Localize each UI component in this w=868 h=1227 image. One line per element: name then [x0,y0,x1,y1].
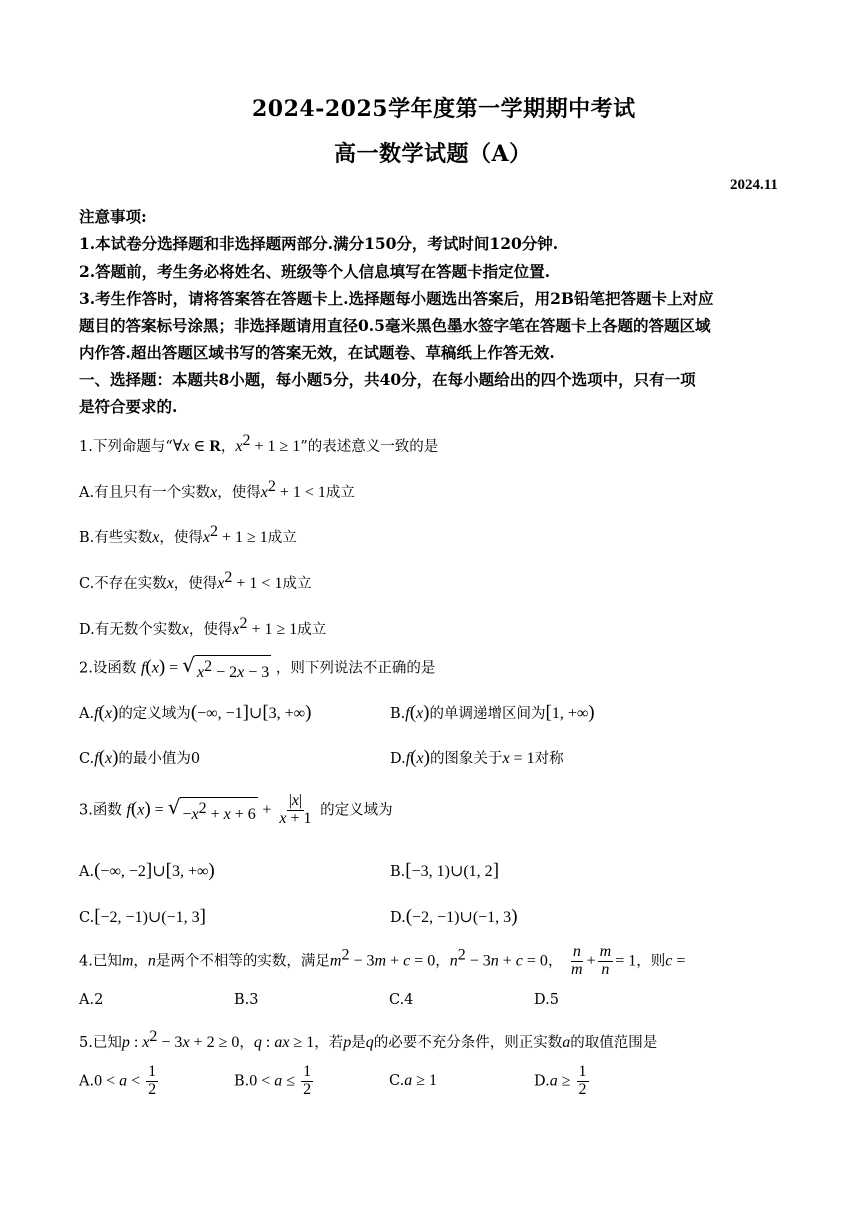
notice-item-3-line1: 3.考生作答时，请将答案答在答题卡上.选择题每小题选出答案后，用2B铅笔把答题卡上对应 [79,289,714,308]
q3-option-a: A.(−∞, −2]∪[3, +∞) [79,860,215,881]
q1-option-d: D.有无数个实数x，使得$x^2 + 1 \ge 1$成立 [79,615,327,638]
q5-option-b: B.0 < a ≤ $\frac{1}{2}$ [234,1063,312,1098]
q2-option-d: D.f(x)的图象关于x = 1对称 [390,747,564,768]
section-heading-line2: 是符合要求的. [79,397,178,416]
exam-date: 2024.11 [730,177,778,193]
q4-option-b: B.3 [234,992,259,1008]
q1-option-c: C.不存在实数x，使得$x^2 + 1 < 1$成立 [79,569,312,592]
q5-option-d: D.a ≥ $\frac{1}{2}$ [534,1063,587,1098]
exam-title: 2024-2025学年度第一学期期中考试 [252,96,636,122]
question-2: 2.设函数 f(x) = √ $x^2 - 2x - 3$ ，则下列说法不正确的是 [79,653,436,681]
q2-option-b: B.f(x)的单调递增区间为[1, +∞) [390,702,595,723]
question-1: 1.下列命题与“∀x ∈ R，$x^2 + 1 \ge 1$”的表述意义一致的是 [79,432,439,455]
q3-option-d: D.(−2, −1)∪(−1, 3) [390,906,518,927]
notice-item-2: 2.答题前，考生务必将姓名、班级等个人信息填写在答题卡指定位置. [79,262,551,281]
notice-item-1: 1.本试卷分选择题和非选择题两部分.满分150分，考试时间120分钟. [79,234,559,253]
question-3: 3.函数 f(x) = √ $-x^2 + x + 6$ + $\frac{|x|}{x + 1}$ 的定义域为 [79,792,393,827]
question-4: 4.已知m，n是两个不相等的实数，满足$m^2 - 3m + c = 0$，$n^2 - 3n + c = 0$， $\frac{n}{m}$ + $\frac{m}{n}$ = 1，则c = [79,943,686,978]
q1-option-a: A.有且只有一个实数x，使得$x^2 + 1 < 1$成立 [79,478,355,501]
exam-subtitle: 高一数学试题（A） [334,141,532,167]
q4-option-a: A.2 [79,992,104,1008]
q2-option-c: C.f(x)的最小值为0 [79,747,201,768]
q3-option-c: C.[−2, −1)∪(−1, 3] [79,906,206,927]
q1-option-b: B.有些实数x，使得$x^2 + 1 \ge 1$成立 [79,523,297,546]
q5-option-c: C.a ≥ 1 [389,1072,437,1089]
notice-item-3-line3: 内作答.超出答题区域书写的答案无效，在试题卷、草稿纸上作答无效. [79,343,555,362]
notice-heading: 注意事项: [79,207,147,226]
q4-option-d: D.5 [534,992,559,1008]
section-heading-line1: 一、选择题：本题共8小题，每小题5分，共40分，在每小题给出的四个选项中，只有一项 [79,370,696,389]
question-5: 5.已知p : $x^2 - 3x + 2 \ge 0$，q : ax ≥ 1，若p是q的必要不充分条件，则正实数a的取值范围是 [79,1028,658,1051]
notice-item-3-line2: 题目的答案标号涂黑；非选择题请用直径0.5毫米黑色墨水签字笔在答题卡上各题的答题区域 [79,316,711,335]
q3-option-b: B.[−3, 1)∪(1, 2] [390,860,500,881]
q4-option-c: C.4 [389,992,414,1008]
q2-option-a: A.f(x)的定义域为(−∞, −1]∪[3, +∞) [79,702,312,723]
q5-option-a: A.0 < a < $\frac{1}{2}$ [79,1063,157,1098]
